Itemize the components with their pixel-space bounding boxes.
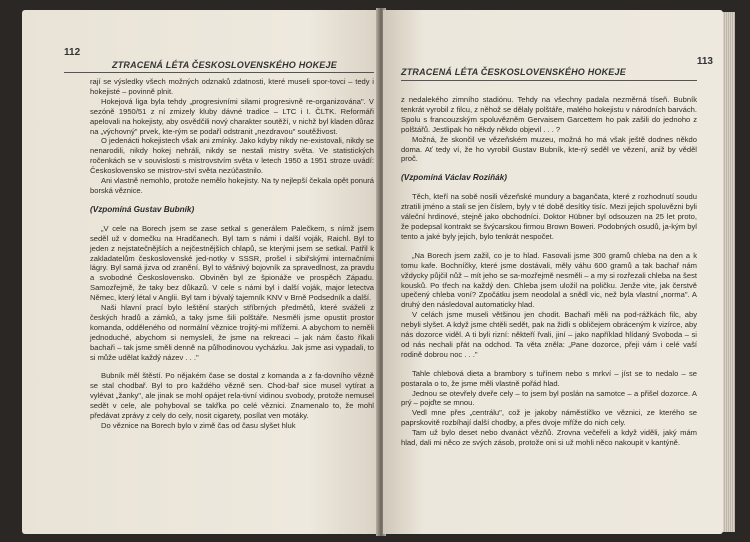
paragraph: Vedl mne přes „centrálu", což je jakoby náměstíčko ve věznici, ze kterého se paprskovitě rozbíhají další chodby, a přes dvoje mříže do nich cely.	[401, 408, 697, 428]
right-header-rule	[401, 80, 697, 81]
right-running-title: ZTRACENÁ LÉTA ČESKOSLOVENSKÉHO HOKEJE	[401, 67, 626, 77]
paragraph-gap	[401, 183, 697, 192]
paragraph: Tam už bylo deset nebo dvanáct vězňů. Zrovna večeřeli a když viděli, jaký mám hlad, dali mi něco ze svých zásob, protože oni si už mohli něco nakoupit v kantýně.	[401, 428, 697, 448]
left-page-text	[90, 77, 374, 431]
right-page-number: 113	[696, 56, 713, 67]
paragraph: Těch, kteří na sobě nosili vězeňské mundury a bagančata, které z rozhodnutí soudu ztratili jméno a stali se jen číslem, byly v té době desítky tisíc. Mezi jejich spoluvězni byli váleční hrdinové, stejně jako obchodníci. Doktor Hübner byl odsouzen na 25 let proto, že podepsal kontrakt se švýcarskou firmou Brown Boweri. Podobných osudů, ja-kým byl tento a jaké byly jejich, bylo tenkrát nespočet.	[401, 192, 697, 241]
paragraph: Tahle chlebová dieta a brambory s tuřínem nebo s mrkví – jíst se to nedalo – se postarala o to, že jsme měli vlastně pořád hlad.	[401, 368, 697, 388]
paragraph: Bubník měl štěstí. Po nějakém čase se dostal z komanda a z fa-dovního vězně se stal chodbař. Byl to pro každého vězně sen. Chod-bař sice musel vytírat a vylévat „žanky", ale jinak se mohl opájet rela-tivní vidinou svobody, protože nemusel sedět v cele, ale pohyboval se takřka po celé věznici. Znamenalo to, že mohl předávat zprávy z cely do cely, nosit cigarety, posílat ven motáky.	[90, 371, 374, 421]
paragraph: Možná, že skončil ve vězeňském muzeu, možná ho má však ještě dodnes někdo doma. Ať tedy ví, že ho vyrobil Gustav Bubník, kte-rý seděl ve vězení, aniž by věděl proč.	[401, 134, 697, 164]
paragraph: Naši hlavní prací bylo leštění starých stříbrných předmětů, které sváželi z českých hradů a zámků, a taky jsme šili polštáře. Nesměli jsme opustit prostor komanda, odděleného od normální věznice trojitý-mi mřížemi. A abychom to neměli jednoduché, abychom si nemysleli, že jsme na rekreaci – jak nám často říkali bachaři – tak jsme směli denně na půlhodinovou vycházku. Jak jsme asi vypadali, to si může udělat každý název . . ."	[90, 303, 374, 362]
page-edges	[723, 12, 735, 532]
section-heading: (Vzpomíná Gustav Bubník)	[90, 204, 195, 214]
paragraph: z nedalekého zimního stadiónu. Tehdy na všechny padala nezměrná tíseň. Bubník tenkrát vyrobil z filcu, z něhož se dělaly polštáře, malého hokejistu v národních barvách. Spolu s francouzským spoluvězněm Gervaisem Garcettem ho pak zašili do jednoho z polštářů. Jestlipak ho někdy někdo objevil . . . ?	[401, 95, 697, 134]
paragraph: Do věznice na Borech bylo v zimě čas od času slyšet hluk	[101, 421, 296, 430]
left-page	[22, 10, 379, 534]
book-spread	[2, 2, 748, 540]
right-page	[383, 10, 723, 534]
paragraph-gap	[90, 215, 374, 224]
left-page-number: 112	[64, 47, 81, 58]
right-page-text	[401, 95, 697, 448]
section-heading: (Vzpomíná Václav Roziňák)	[401, 173, 508, 183]
paragraph-gap	[90, 362, 374, 371]
paragraph-gap	[401, 164, 697, 173]
paragraph: „V cele na Borech jsem se zase setkal s generálem Palečkem, s nímž jsem seděl už v domečku na Hradčanech. Byl tam s námi i další voják, Raichl. Byl to jeden z nejstatečnějších a nejčestnějších chlapů, se kterými jsem se setkal. Patřil k zakladatelům československé jed-notky v SSSR, prošel i sibiřskými internačními lágry. Byl samá jizva od zranění. Byl to vášnivý bojovník za spravedlnost, za pravdu a svobodné Československo. Obviněn byl ze špionáže ve prospěch Západu. Samozřejmě, že taky bez důkazů. V cele s námi byl i další voják, major letectva Němec, který létal v Anglii. Byl tam i bývalý tajemník KNV v Brně Podsedník a další.	[90, 223, 374, 303]
paragraph: O jedenácti hokejistech však ani zmínky. Jako kdyby nikdy ne-existovali, nikdy se nenarodili, nikdy hokej nehráli, nikdy se nestali mistry světa. Ve statistických ročenkách se v souvislosti s mistrovstvím světa v letech 1950 a 1951 stroze uvádí: Československo se mistrov-ství světa nezúčastnilo.	[90, 136, 374, 176]
paragraph-gap	[401, 242, 697, 251]
left-header-rule	[64, 72, 374, 73]
paragraph: Jednou se otevřely dveře cely – to jsem byl poslán na samotce – a přišel dozorce. A prý – pojďte se mnou.	[401, 388, 697, 408]
paragraph-gap	[90, 196, 374, 205]
paragraph: V celách jsme museli většinou jen chodit. Bachaři měli na pod-rážkách filc, aby nebyli slyšet. A když jsme chtěli sedět, pak na židli s obličejem obráceným k vizírce, aby nás dozorce viděl. A ti byli rizní: někteří řvali, jiní – jako například hlídaný Svoboda – si od nás nechali přát na odchod. Ta věta zněla: „Pane dozorce, přeji vám i celé vaší rodině dobrou noc . . ."	[401, 310, 697, 359]
paragraph: „Na Borech jsem zažil, co je to hlad. Fasovali jsme 300 gramů chleba na den a k tomu kafe. Bochníčky, které jsme dostávali, měly váhu 600 gramů a tak bachař nám vždycky půjčil nůž – mít jeho se sa-mozřejmě nesměli – a my si rozřezali chleba na šest kousků. Po třech na každý den. Chleba jsem uložil na poličku. Jenže vite, jak čerstvě upečený chleba voní? Zpočátku jsem neodolal a snědl vic, než byla vlastní „norma". A druhý den následoval automaticky hlad.	[401, 250, 697, 310]
left-running-title: ZTRACENÁ LÉTA ČESKOSLOVENSKÉHO HOKEJE	[112, 60, 337, 70]
paragraph-gap	[401, 360, 697, 369]
paragraph: Hokejová liga byla tehdy „progresivními silami progresivně re-organizována". V sezóně 1950/51 z ní zmizely kluby dávné tradice – LTC i I. ČLTK. Reformáři apelovali na hokejisty, aby osvědčili nový charakter soutěží, v nichž byl kladen důraz na „výchovný" prvek, kte-rým se podaří odstranit „nezdravou" soutěživost.	[90, 96, 374, 136]
paragraph: rají se výsledky všech možných odznaků zdatnosti, které museli spor-tovci – tedy i hokejisté – povinně plnit.	[90, 77, 374, 96]
paragraph: Ani vlastně nemohlo, protože nemělo hokejisty. Na ty nejlepší čekala opět ponurá borská věznice.	[90, 176, 374, 195]
